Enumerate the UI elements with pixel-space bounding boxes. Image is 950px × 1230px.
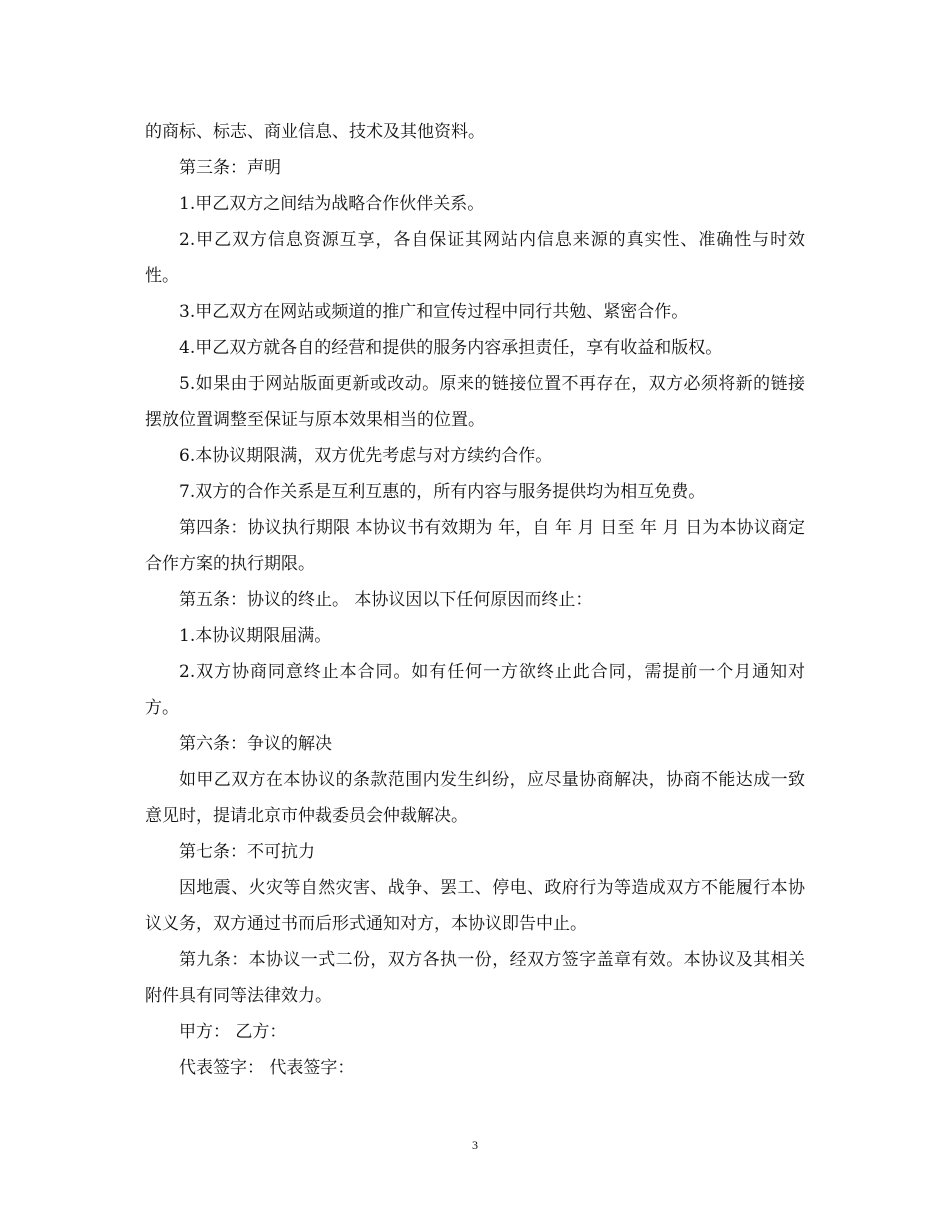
article-3-item-1: 1.甲乙双方之间结为战略合作伙伴关系。 <box>179 194 485 214</box>
article-5-termination: 第五条：协议的终止。 本协议因以下任何原因而终止： <box>179 590 593 610</box>
article-7-body: 因地震、火灾等自然灾害、战争、罢工、停电、政府行为等造成双方不能履行本协议义务，双方通过书而后形式通知对方，本协议即告中止。 <box>145 878 805 934</box>
article-3-item-2: 2.甲乙双方信息资源互享，各自保证其网站内信息来源的真实性、准确性与时效性。 <box>145 230 805 286</box>
signature-line: 代表签字： 代表签字： <box>179 1058 355 1078</box>
article-3-item-4: 4.甲乙双方就各自的经营和提供的服务内容承担责任，享有收益和版权。 <box>179 338 723 358</box>
article-3-item-5: 5.如果由于网站版面更新或改动。原来的链接位置不再存在，双方必须将新的链接摆放位置调整至保证与原本效果相当的位置。 <box>145 374 805 430</box>
article-6-heading: 第六条：争议的解决 <box>179 734 332 754</box>
article-3-item-7: 7.双方的合作关系是互利互惠的，所有内容与服务提供均为相互免费。 <box>179 482 706 502</box>
article-3-item-6: 6.本协议期限满，双方优先考虑与对方续约合作。 <box>179 446 553 466</box>
article-3-item-3: 3.甲乙双方在网站或频道的推广和宣传过程中同行共勉、紧密合作。 <box>179 302 689 322</box>
document-body <box>145 114 805 1086</box>
article-5-item-1: 1.本协议期限届满。 <box>179 626 332 646</box>
article-9-body: 第九条：本协议一式二份，双方各执一份，经双方签字盖章有效。本协议及其相关附件具有同等法律效力。 <box>145 950 805 1006</box>
party-line: 甲方： 乙方： <box>179 1022 287 1042</box>
article-3-heading: 第三条：声明 <box>179 158 281 178</box>
article-7-heading: 第七条：不可抗力 <box>179 842 315 862</box>
article-4-term: 第四条：协议执行期限 本协议书有效期为 年，自 年 月 日至 年 月 日为本协议商定合作方案的执行期限。 <box>145 518 805 574</box>
article-5-item-2: 2.双方协商同意终止本合同。如有任何一方欲终止此合同，需提前一个月通知对方。 <box>145 662 805 718</box>
article-6-body: 如甲乙双方在本协议的条款范围内发生纠纷，应尽量协商解决，协商不能达成一致意见时，提请北京市仲裁委员会仲裁解决。 <box>145 770 805 826</box>
page-number: 3 <box>472 1138 478 1152</box>
paragraph-continuation: 的商标、标志、商业信息、技术及其他资料。 <box>145 122 485 142</box>
